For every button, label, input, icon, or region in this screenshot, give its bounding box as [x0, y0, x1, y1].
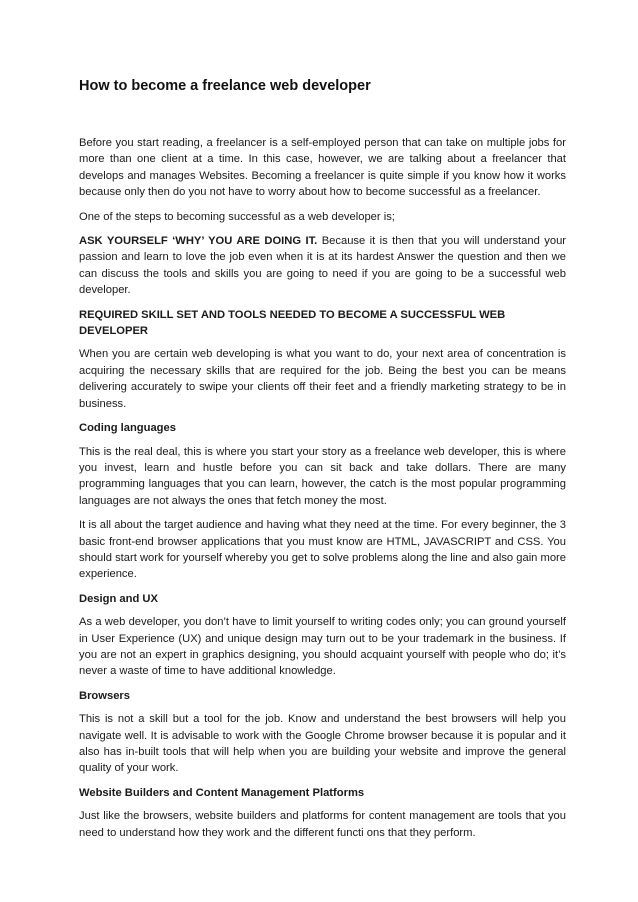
section-paragraph: This is not a skill but a tool for the job. Know and understand the best browsers will help you navigate well. It is advisable to work with the Google Chrome browser because it is popular and it also has in-built tools that will help when you are building your website and improve the general quality of your work.	[79, 713, 566, 775]
section-heading-browsers: Browsers	[79, 689, 130, 702]
section-paragraph: When you are certain web developing is what you want to do, your next area of concentration is acquiring the necessary skills that are required for the job. Being the best you can be means delivering accurately to swipe your clients off their feet and a friendly marketing strategy to be in business.	[79, 348, 566, 410]
steps-intro-paragraph: One of the steps to becoming successful as a web developer is;	[79, 210, 395, 223]
ask-yourself-paragraph	[79, 233, 566, 299]
ask-yourself-text: Because it is then that you will understand your passion and learn to love the job even when it is at its hardest Answer the question and then we can discuss the tools and skills you are going to need if you are going to be a successful web developer.	[79, 235, 567, 297]
section-paragraph: This is the real deal, this is where you start your story as a freelance web developer, this is where you invest, learn and hustle before you can sit back and take dollars. There are many programming languages that you can learn, however, the catch is the most popular programming languages are not always the ones that fetch money the most.	[79, 445, 566, 507]
section-paragraph: Just like the browsers, website builders and platforms for content management are tools that you need to understand how they work and the different functi ons that they perform.	[79, 810, 566, 839]
section-paragraph: As a web developer, you don’t have to limit yourself to writing codes only; you can ground yourself in User Experience (UX) and unique design may turn out to be your trademark in the business. If you are not an expert in graphics designing, you should acquaint yourself with people who do; it’s never a waste of time to have additional knowledge.	[79, 616, 566, 678]
section-heading-design-ux: Design and UX	[79, 592, 158, 605]
section-paragraph: It is all about the target audience and having what they need at the time. For every beginner, the 3 basic front-end browser applications that you must know are HTML, JAVASCRIPT and CSS. You should start work for yourself whereby you get to solve problems along the line and also gain more experience.	[79, 519, 566, 581]
section-heading-website-builders: Website Builders and Content Management Platforms	[79, 786, 365, 799]
section-heading-coding-languages: Coding languages	[79, 422, 176, 435]
section-heading-skill-set: REQUIRED SKILL SET AND TOOLS NEEDED TO BECOME A SUCCESSFUL WEB DEVELOPER	[79, 308, 506, 338]
intro-paragraph: Before you start reading, a freelancer is a self-employed person that can take on multiple jobs for more than one client at a time. In this case, however, we are talking about a freelancer that develops and manages Websites. Becoming a freelancer is quite simple if you know how it works because only then do you not have to worry about how to become successful as a freelancer.	[79, 137, 566, 199]
ask-yourself-lead: ASK YOURSELF ‘WHY’ YOU ARE DOING IT.	[79, 235, 318, 248]
document-title: How to become a freelance web developer	[79, 78, 371, 94]
